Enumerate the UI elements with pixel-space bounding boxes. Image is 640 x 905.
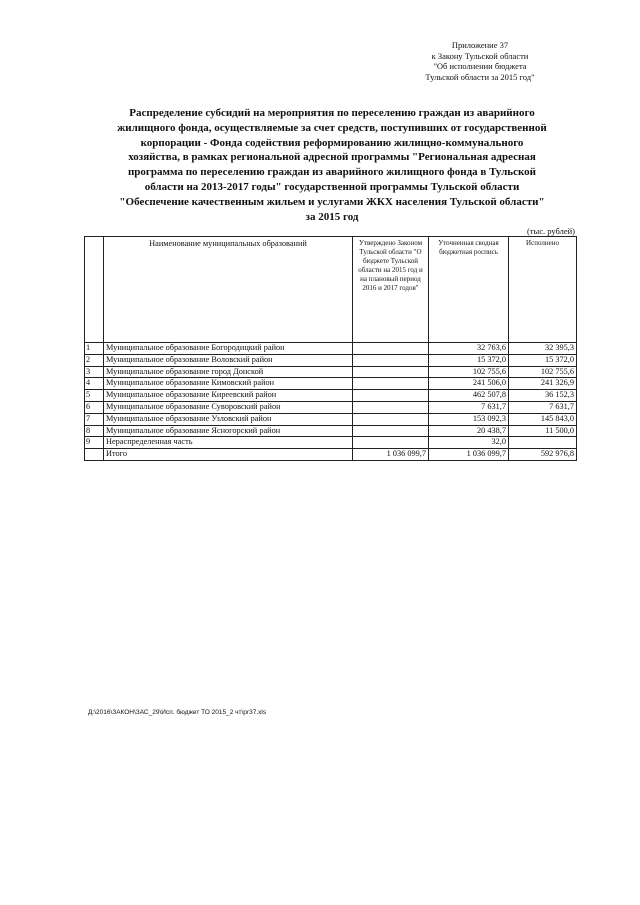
title-line: "Обеспечение качественным жильем и услугами ЖКХ населения Тульской области" [119, 195, 545, 208]
row-num: 9 [85, 437, 104, 449]
row-approved [353, 401, 429, 413]
row-approved [353, 390, 429, 402]
row-name: Муниципальное образование Кимовский район [104, 378, 353, 390]
row-name: Муниципальное образование Воловский район [104, 354, 353, 366]
table-row [85, 378, 577, 390]
title-line: программа по переселению граждан из аварийного жилищного фонда в Тульской [127, 166, 537, 179]
row-name: Муниципальное образование Киреевский район [104, 390, 353, 402]
row-refined: 32 763,6 [429, 343, 509, 355]
units-label: (тыс. рублей) [526, 226, 575, 236]
row-approved [353, 366, 429, 378]
row-executed: 32 395,3 [509, 343, 577, 355]
document-title [82, 106, 582, 224]
row-refined: 102 755,6 [429, 366, 509, 378]
row-refined: 15 372,0 [429, 354, 509, 366]
row-name: Муниципальное образование Суворовский район [104, 401, 353, 413]
row-approved [353, 343, 429, 355]
row-num: 6 [85, 401, 104, 413]
row-executed [509, 437, 577, 449]
row-refined: 462 507,8 [429, 390, 509, 402]
row-executed: 7 631,7 [509, 401, 577, 413]
row-executed: 102 755,6 [509, 366, 577, 378]
row-executed: 36 152,3 [509, 390, 577, 402]
row-num: 5 [85, 390, 104, 402]
row-approved [353, 354, 429, 366]
appendix-note [380, 40, 580, 82]
row-num: 4 [85, 378, 104, 390]
row-num: 8 [85, 425, 104, 437]
header-executed: Исполнено [509, 237, 577, 343]
row-executed: 15 372,0 [509, 354, 577, 366]
title-line: области на 2013-2017 годы" государственной программы Тульской области [144, 180, 520, 193]
appendix-line: Приложение 37 [451, 40, 509, 50]
title-line: за 2015 год [305, 210, 359, 223]
title-line: Распределение субсидий на мероприятия по переселению граждан из аварийного [129, 107, 535, 119]
table-row [85, 366, 577, 378]
title-line: хозяйства, в рамках региональной адресной программы "Региональная адресная [128, 151, 536, 164]
row-name: Муниципальное образование город Донской [104, 366, 353, 378]
row-refined: 32,0 [429, 437, 509, 449]
row-executed: 11 500,0 [509, 425, 577, 437]
table-row [85, 425, 577, 437]
table-row [85, 413, 577, 425]
title-line: жилищного фонда, осуществляемые за счет средств, поступивших от государственной [117, 121, 547, 134]
subsidy-table [84, 236, 577, 461]
table-row [85, 437, 577, 449]
file-path-footer: Д:\2016\ЗАКОН\ЗАС_29\Исп. бюджет ТО 2015_2 чт\pr37.xls [88, 709, 267, 716]
row-num: 1 [85, 343, 104, 355]
row-executed: 592 976,8 [509, 449, 577, 461]
table-header-row [85, 237, 577, 343]
row-executed: 241 326,9 [509, 378, 577, 390]
row-refined: 241 506,0 [429, 378, 509, 390]
row-name: Муниципальное образование Ясногорский район [104, 425, 353, 437]
row-num: 3 [85, 366, 104, 378]
title-line: корпорации - Фонда содействия реформированию жилищно-коммунального [140, 136, 524, 149]
table-row [85, 343, 577, 355]
row-approved [353, 413, 429, 425]
row-name: Муниципальное образование Узловский район [104, 413, 353, 425]
table-total-row [85, 449, 577, 461]
row-approved: 1 036 099,7 [353, 449, 429, 461]
appendix-line: "Об исполнении бюджета [433, 61, 527, 71]
table-row [85, 390, 577, 402]
row-name: Муниципальное образование Богородицкий район [104, 343, 353, 355]
row-refined: 20 438,7 [429, 425, 509, 437]
appendix-line: к Закону Тульской области [431, 50, 529, 61]
row-name: Нераспределенная часть [104, 437, 353, 449]
header-num [85, 237, 104, 343]
table-row [85, 354, 577, 366]
row-approved [353, 378, 429, 390]
row-refined: 7 631,7 [429, 401, 509, 413]
appendix-line: Тульской области за 2015 год" [425, 71, 535, 82]
row-executed: 145 843,0 [509, 413, 577, 425]
row-num: 7 [85, 413, 104, 425]
row-approved [353, 425, 429, 437]
row-approved [353, 437, 429, 449]
row-name: Итого [104, 449, 353, 461]
header-approved: Утверждено Законом Тульской области "О бюджете Тульской области на 2015 год и на плановый период 2016 и 2017 годов" [353, 237, 429, 343]
row-refined: 1 036 099,7 [429, 449, 509, 461]
row-num: 2 [85, 354, 104, 366]
header-refined: Уточненная сводная бюджетная роспись [429, 237, 509, 343]
row-refined: 153 092,3 [429, 413, 509, 425]
header-name: Наименование муниципальных образований [104, 237, 353, 343]
row-num [85, 449, 104, 461]
table-row [85, 401, 577, 413]
